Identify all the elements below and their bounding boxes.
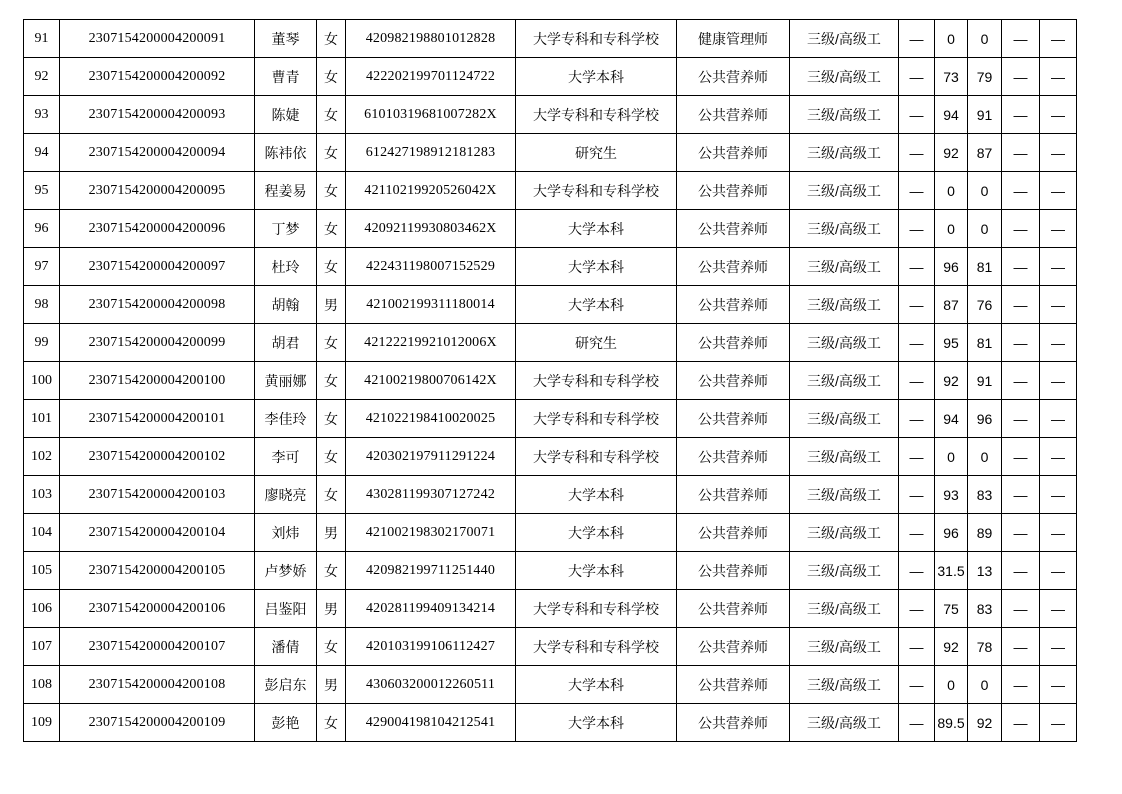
theory-score-cell: 92 — [935, 628, 968, 666]
occupation-cell: 公共营养师 — [677, 552, 790, 590]
id-number-cell: 612427198912181283 — [346, 134, 516, 172]
table-row — [24, 172, 1077, 210]
placeholder-cell: — — [1002, 438, 1040, 476]
name-cell: 彭启东 — [255, 666, 317, 704]
seq-cell: 99 — [24, 324, 60, 362]
skill-score-cell: 78 — [968, 628, 1002, 666]
placeholder-cell: — — [1002, 666, 1040, 704]
id-number-cell: 421002198302170071 — [346, 514, 516, 552]
cert-number-cell: 2307154200004200102 — [60, 438, 255, 476]
seq-cell: 109 — [24, 704, 60, 742]
level-cell: 三级/高级工 — [790, 704, 899, 742]
education-cell: 大学专科和专科学校 — [516, 628, 677, 666]
id-number-cell: 421022198410020025 — [346, 400, 516, 438]
id-number-cell: 420302197911291224 — [346, 438, 516, 476]
level-cell: 三级/高级工 — [790, 552, 899, 590]
cert-number-cell: 2307154200004200109 — [60, 704, 255, 742]
gender-cell: 女 — [317, 20, 346, 58]
seq-cell: 96 — [24, 210, 60, 248]
placeholder-cell: — — [899, 704, 935, 742]
name-cell: 廖晓亮 — [255, 476, 317, 514]
table-row — [24, 210, 1077, 248]
occupation-cell: 健康管理师 — [677, 20, 790, 58]
table-row — [24, 704, 1077, 742]
occupation-cell: 公共营养师 — [677, 590, 790, 628]
education-cell: 大学本科 — [516, 210, 677, 248]
table-row — [24, 628, 1077, 666]
skill-score-cell: 13 — [968, 552, 1002, 590]
level-cell: 三级/高级工 — [790, 20, 899, 58]
placeholder-cell: — — [1002, 324, 1040, 362]
education-cell: 大学本科 — [516, 58, 677, 96]
level-cell: 三级/高级工 — [790, 172, 899, 210]
theory-score-cell: 87 — [935, 286, 968, 324]
skill-score-cell: 0 — [968, 438, 1002, 476]
placeholder-cell: — — [899, 210, 935, 248]
occupation-cell: 公共营养师 — [677, 134, 790, 172]
skill-score-cell: 91 — [968, 362, 1002, 400]
table-row — [24, 552, 1077, 590]
placeholder-cell: — — [1040, 210, 1077, 248]
education-cell: 大学专科和专科学校 — [516, 172, 677, 210]
theory-score-cell: 0 — [935, 666, 968, 704]
placeholder-cell: — — [1002, 400, 1040, 438]
occupation-cell: 公共营养师 — [677, 96, 790, 134]
name-cell: 卢梦娇 — [255, 552, 317, 590]
education-cell: 大学专科和专科学校 — [516, 96, 677, 134]
theory-score-cell: 95 — [935, 324, 968, 362]
name-cell: 杜玲 — [255, 248, 317, 286]
placeholder-cell: — — [1002, 286, 1040, 324]
placeholder-cell: — — [899, 400, 935, 438]
name-cell: 程姜易 — [255, 172, 317, 210]
id-number-cell: 422431198007152529 — [346, 248, 516, 286]
id-number-cell: 42092119930803462X — [346, 210, 516, 248]
gender-cell: 女 — [317, 362, 346, 400]
id-number-cell: 61010319681007282X — [346, 96, 516, 134]
theory-score-cell: 94 — [935, 400, 968, 438]
theory-score-cell: 0 — [935, 210, 968, 248]
cert-number-cell: 2307154200004200097 — [60, 248, 255, 286]
gender-cell: 女 — [317, 552, 346, 590]
placeholder-cell: — — [1040, 438, 1077, 476]
level-cell: 三级/高级工 — [790, 248, 899, 286]
name-cell: 黄丽娜 — [255, 362, 317, 400]
seq-cell: 101 — [24, 400, 60, 438]
placeholder-cell: — — [899, 248, 935, 286]
table-row — [24, 666, 1077, 704]
placeholder-cell: — — [1002, 514, 1040, 552]
id-number-cell: 421002199311180014 — [346, 286, 516, 324]
occupation-cell: 公共营养师 — [677, 210, 790, 248]
education-cell: 大学本科 — [516, 666, 677, 704]
theory-score-cell: 96 — [935, 514, 968, 552]
gender-cell: 女 — [317, 400, 346, 438]
placeholder-cell: — — [1002, 134, 1040, 172]
placeholder-cell: — — [899, 362, 935, 400]
education-cell: 大学本科 — [516, 552, 677, 590]
education-cell: 大学本科 — [516, 476, 677, 514]
table-row — [24, 400, 1077, 438]
education-cell: 大学本科 — [516, 248, 677, 286]
skill-score-cell: 92 — [968, 704, 1002, 742]
skill-score-cell: 81 — [968, 248, 1002, 286]
placeholder-cell: — — [1040, 324, 1077, 362]
skill-score-cell: 87 — [968, 134, 1002, 172]
seq-cell: 107 — [24, 628, 60, 666]
placeholder-cell: — — [899, 134, 935, 172]
table-row — [24, 20, 1077, 58]
gender-cell: 女 — [317, 704, 346, 742]
theory-score-cell: 0 — [935, 438, 968, 476]
occupation-cell: 公共营养师 — [677, 324, 790, 362]
level-cell: 三级/高级工 — [790, 514, 899, 552]
placeholder-cell: — — [1040, 20, 1077, 58]
education-cell: 大学专科和专科学校 — [516, 362, 677, 400]
level-cell: 三级/高级工 — [790, 210, 899, 248]
placeholder-cell: — — [1040, 666, 1077, 704]
name-cell: 曹青 — [255, 58, 317, 96]
gender-cell: 女 — [317, 628, 346, 666]
table-row — [24, 514, 1077, 552]
education-cell: 大学专科和专科学校 — [516, 438, 677, 476]
cert-number-cell: 2307154200004200104 — [60, 514, 255, 552]
level-cell: 三级/高级工 — [790, 134, 899, 172]
name-cell: 吕鉴阳 — [255, 590, 317, 628]
placeholder-cell: — — [1002, 58, 1040, 96]
education-cell: 大学本科 — [516, 286, 677, 324]
cert-number-cell: 2307154200004200094 — [60, 134, 255, 172]
placeholder-cell: — — [899, 438, 935, 476]
id-number-cell: 42110219920526042X — [346, 172, 516, 210]
placeholder-cell: — — [1040, 96, 1077, 134]
skill-score-cell: 0 — [968, 172, 1002, 210]
id-number-cell: 420982198801012828 — [346, 20, 516, 58]
placeholder-cell: — — [1040, 172, 1077, 210]
name-cell: 李可 — [255, 438, 317, 476]
skill-score-cell: 91 — [968, 96, 1002, 134]
seq-cell: 95 — [24, 172, 60, 210]
occupation-cell: 公共营养师 — [677, 704, 790, 742]
cert-number-cell: 2307154200004200098 — [60, 286, 255, 324]
cert-number-cell: 2307154200004200095 — [60, 172, 255, 210]
level-cell: 三级/高级工 — [790, 628, 899, 666]
seq-cell: 106 — [24, 590, 60, 628]
placeholder-cell: — — [899, 552, 935, 590]
placeholder-cell: — — [899, 628, 935, 666]
id-number-cell: 430281199307127242 — [346, 476, 516, 514]
occupation-cell: 公共营养师 — [677, 438, 790, 476]
theory-score-cell: 94 — [935, 96, 968, 134]
level-cell: 三级/高级工 — [790, 58, 899, 96]
gender-cell: 男 — [317, 590, 346, 628]
name-cell: 胡君 — [255, 324, 317, 362]
name-cell: 潘倩 — [255, 628, 317, 666]
name-cell: 董琴 — [255, 20, 317, 58]
theory-score-cell: 0 — [935, 172, 968, 210]
cert-number-cell: 2307154200004200091 — [60, 20, 255, 58]
cert-number-cell: 2307154200004200105 — [60, 552, 255, 590]
table-row — [24, 134, 1077, 172]
table-row — [24, 438, 1077, 476]
education-cell: 大学专科和专科学校 — [516, 590, 677, 628]
gender-cell: 女 — [317, 96, 346, 134]
level-cell: 三级/高级工 — [790, 590, 899, 628]
occupation-cell: 公共营养师 — [677, 58, 790, 96]
placeholder-cell: — — [899, 476, 935, 514]
id-number-cell: 430603200012260511 — [346, 666, 516, 704]
occupation-cell: 公共营养师 — [677, 666, 790, 704]
cert-number-cell: 2307154200004200092 — [60, 58, 255, 96]
skill-score-cell: 81 — [968, 324, 1002, 362]
theory-score-cell: 92 — [935, 134, 968, 172]
seq-cell: 94 — [24, 134, 60, 172]
cert-number-cell: 2307154200004200108 — [60, 666, 255, 704]
occupation-cell: 公共营养师 — [677, 628, 790, 666]
gender-cell: 女 — [317, 248, 346, 286]
score-table — [23, 19, 1077, 742]
level-cell: 三级/高级工 — [790, 362, 899, 400]
gender-cell: 女 — [317, 172, 346, 210]
theory-score-cell: 75 — [935, 590, 968, 628]
name-cell: 刘炜 — [255, 514, 317, 552]
education-cell: 研究生 — [516, 134, 677, 172]
cert-number-cell: 2307154200004200096 — [60, 210, 255, 248]
skill-score-cell: 0 — [968, 210, 1002, 248]
id-number-cell: 422202199701124722 — [346, 58, 516, 96]
cert-number-cell: 2307154200004200100 — [60, 362, 255, 400]
seq-cell: 93 — [24, 96, 60, 134]
placeholder-cell: — — [1040, 286, 1077, 324]
name-cell: 陈袆依 — [255, 134, 317, 172]
placeholder-cell: — — [1040, 590, 1077, 628]
seq-cell: 100 — [24, 362, 60, 400]
placeholder-cell: — — [899, 514, 935, 552]
name-cell: 陈婕 — [255, 96, 317, 134]
placeholder-cell: — — [899, 324, 935, 362]
table-row — [24, 324, 1077, 362]
occupation-cell: 公共营养师 — [677, 286, 790, 324]
seq-cell: 91 — [24, 20, 60, 58]
theory-score-cell: 96 — [935, 248, 968, 286]
id-number-cell: 42100219800706142X — [346, 362, 516, 400]
level-cell: 三级/高级工 — [790, 666, 899, 704]
skill-score-cell: 89 — [968, 514, 1002, 552]
placeholder-cell: — — [899, 286, 935, 324]
theory-score-cell: 0 — [935, 20, 968, 58]
theory-score-cell: 73 — [935, 58, 968, 96]
placeholder-cell: — — [1040, 476, 1077, 514]
seq-cell: 97 — [24, 248, 60, 286]
occupation-cell: 公共营养师 — [677, 172, 790, 210]
skill-score-cell: 83 — [968, 476, 1002, 514]
skill-score-cell: 96 — [968, 400, 1002, 438]
seq-cell: 103 — [24, 476, 60, 514]
placeholder-cell: — — [1040, 704, 1077, 742]
placeholder-cell: — — [899, 590, 935, 628]
level-cell: 三级/高级工 — [790, 324, 899, 362]
level-cell: 三级/高级工 — [790, 96, 899, 134]
education-cell: 大学专科和专科学校 — [516, 20, 677, 58]
name-cell: 丁梦 — [255, 210, 317, 248]
level-cell: 三级/高级工 — [790, 400, 899, 438]
placeholder-cell: — — [1002, 476, 1040, 514]
placeholder-cell: — — [899, 172, 935, 210]
gender-cell: 女 — [317, 476, 346, 514]
theory-score-cell: 31.5 — [935, 552, 968, 590]
gender-cell: 男 — [317, 286, 346, 324]
placeholder-cell: — — [1040, 134, 1077, 172]
placeholder-cell: — — [1002, 552, 1040, 590]
placeholder-cell: — — [899, 96, 935, 134]
occupation-cell: 公共营养师 — [677, 362, 790, 400]
seq-cell: 104 — [24, 514, 60, 552]
placeholder-cell: — — [1002, 20, 1040, 58]
placeholder-cell: — — [1002, 248, 1040, 286]
skill-score-cell: 0 — [968, 666, 1002, 704]
table-row — [24, 476, 1077, 514]
cert-number-cell: 2307154200004200103 — [60, 476, 255, 514]
placeholder-cell: — — [899, 20, 935, 58]
skill-score-cell: 76 — [968, 286, 1002, 324]
name-cell: 李佳玲 — [255, 400, 317, 438]
id-number-cell: 42122219921012006X — [346, 324, 516, 362]
gender-cell: 女 — [317, 324, 346, 362]
gender-cell: 女 — [317, 134, 346, 172]
name-cell: 彭艳 — [255, 704, 317, 742]
seq-cell: 102 — [24, 438, 60, 476]
placeholder-cell: — — [899, 666, 935, 704]
gender-cell: 女 — [317, 58, 346, 96]
occupation-cell: 公共营养师 — [677, 400, 790, 438]
placeholder-cell: — — [1040, 514, 1077, 552]
placeholder-cell: — — [1002, 210, 1040, 248]
table-row — [24, 96, 1077, 134]
education-cell: 研究生 — [516, 324, 677, 362]
placeholder-cell: — — [1002, 628, 1040, 666]
placeholder-cell: — — [1002, 172, 1040, 210]
education-cell: 大学本科 — [516, 704, 677, 742]
gender-cell: 男 — [317, 514, 346, 552]
gender-cell: 女 — [317, 210, 346, 248]
cert-number-cell: 2307154200004200099 — [60, 324, 255, 362]
placeholder-cell: — — [1040, 248, 1077, 286]
id-number-cell: 429004198104212541 — [346, 704, 516, 742]
placeholder-cell: — — [899, 58, 935, 96]
id-number-cell: 420103199106112427 — [346, 628, 516, 666]
cert-number-cell: 2307154200004200106 — [60, 590, 255, 628]
table-row — [24, 58, 1077, 96]
occupation-cell: 公共营养师 — [677, 248, 790, 286]
education-cell: 大学本科 — [516, 514, 677, 552]
table-row — [24, 286, 1077, 324]
skill-score-cell: 79 — [968, 58, 1002, 96]
placeholder-cell: — — [1002, 96, 1040, 134]
skill-score-cell: 0 — [968, 20, 1002, 58]
placeholder-cell: — — [1040, 58, 1077, 96]
placeholder-cell: — — [1040, 552, 1077, 590]
table-row — [24, 362, 1077, 400]
gender-cell: 男 — [317, 666, 346, 704]
placeholder-cell: — — [1040, 400, 1077, 438]
seq-cell: 108 — [24, 666, 60, 704]
cert-number-cell: 2307154200004200101 — [60, 400, 255, 438]
placeholder-cell: — — [1040, 628, 1077, 666]
theory-score-cell: 93 — [935, 476, 968, 514]
level-cell: 三级/高级工 — [790, 476, 899, 514]
cert-number-cell: 2307154200004200107 — [60, 628, 255, 666]
table-row — [24, 248, 1077, 286]
education-cell: 大学专科和专科学校 — [516, 400, 677, 438]
seq-cell: 92 — [24, 58, 60, 96]
table-row — [24, 590, 1077, 628]
theory-score-cell: 89.5 — [935, 704, 968, 742]
placeholder-cell: — — [1002, 590, 1040, 628]
name-cell: 胡翰 — [255, 286, 317, 324]
skill-score-cell: 83 — [968, 590, 1002, 628]
seq-cell: 105 — [24, 552, 60, 590]
table-body — [24, 20, 1077, 742]
occupation-cell: 公共营养师 — [677, 514, 790, 552]
id-number-cell: 420281199409134214 — [346, 590, 516, 628]
placeholder-cell: — — [1002, 362, 1040, 400]
theory-score-cell: 92 — [935, 362, 968, 400]
id-number-cell: 420982199711251440 — [346, 552, 516, 590]
placeholder-cell: — — [1002, 704, 1040, 742]
occupation-cell: 公共营养师 — [677, 476, 790, 514]
seq-cell: 98 — [24, 286, 60, 324]
gender-cell: 女 — [317, 438, 346, 476]
level-cell: 三级/高级工 — [790, 286, 899, 324]
cert-number-cell: 2307154200004200093 — [60, 96, 255, 134]
placeholder-cell: — — [1040, 362, 1077, 400]
level-cell: 三级/高级工 — [790, 438, 899, 476]
